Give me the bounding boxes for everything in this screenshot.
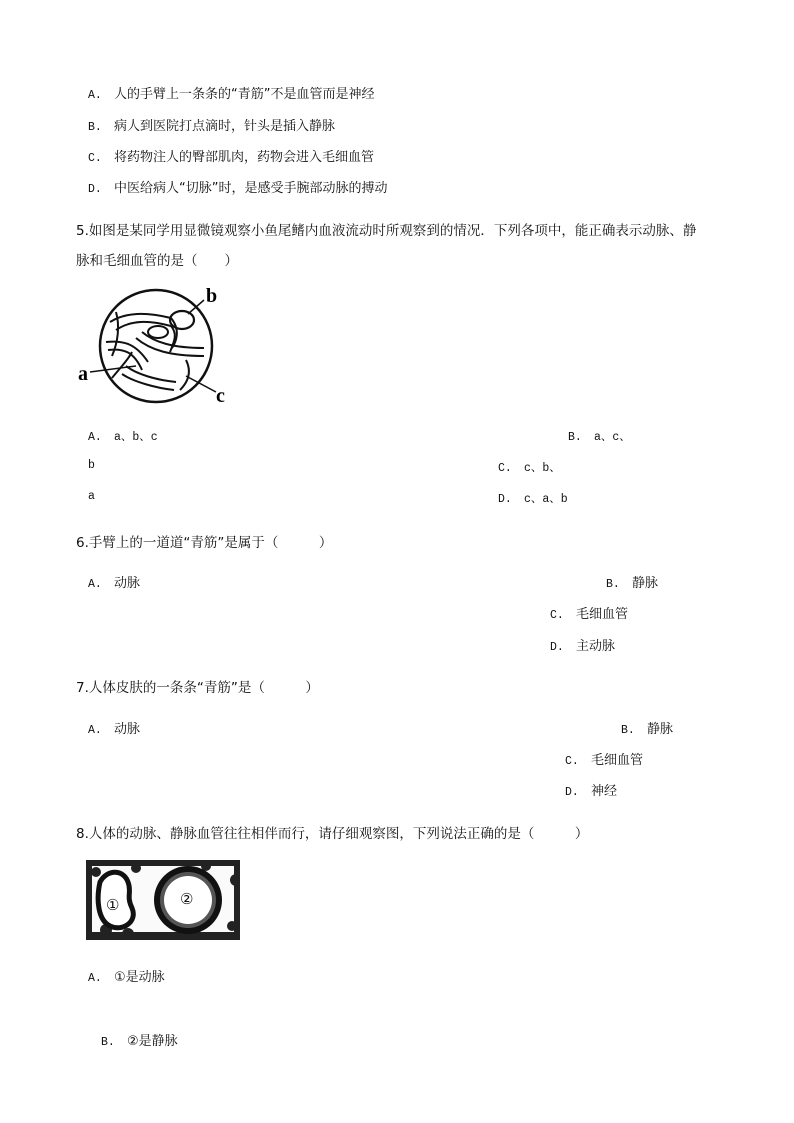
option-text: 毛细血管: [591, 753, 644, 768]
option-letter: A.: [88, 578, 102, 591]
q8-option-b: [101, 1030, 178, 1049]
option-text: 静脉: [632, 576, 659, 591]
option-letter: D.: [88, 183, 102, 196]
q5-figure: [76, 282, 236, 416]
q5-stem-line1: 5.如图是某同学用显微镜观察小鱼尾鳍内血液流动时所观察到的情况．下列各项中，能正确表示动脉、静: [76, 223, 697, 239]
vessel-cross-section-photo: [86, 860, 240, 940]
option-letter: D.: [498, 493, 512, 506]
fish-tail-capillary-diagram: [76, 282, 236, 412]
option-letter: B.: [101, 1036, 115, 1049]
q7-option-d: [565, 780, 617, 799]
option-letter: A.: [88, 724, 102, 737]
q4-option-d: [88, 177, 387, 196]
q6-option-d: [550, 635, 615, 654]
q5-option-c-continued: a: [88, 490, 95, 503]
option-text: 主动脉: [576, 639, 616, 654]
q7-option-b: [621, 718, 673, 737]
option-letter: C.: [498, 462, 512, 475]
option-letter: A.: [88, 972, 102, 985]
option-text: a、b、c: [114, 431, 158, 444]
option-text: 毛细血管: [576, 607, 629, 622]
option-letter: A.: [88, 89, 102, 102]
q7-option-c: [565, 749, 643, 768]
q8-option-a: [88, 966, 165, 985]
option-text: 中医给病人“切脉”时，是感受手腕部动脉的搏动: [114, 181, 388, 196]
option-text: 动脉: [114, 576, 141, 591]
q4-option-a: [88, 83, 374, 102]
q5-option-d: [498, 490, 568, 506]
option-text: 神经: [591, 784, 618, 799]
option-text: 静脉: [647, 722, 674, 737]
q7-option-a: [88, 718, 140, 737]
q6-option-c: [550, 603, 628, 622]
option-letter: C.: [550, 609, 564, 622]
option-letter: C.: [88, 152, 102, 165]
option-letter: B.: [88, 121, 102, 134]
q7-stem: 7.人体皮肤的一条条“青筋”是（ ）: [76, 680, 319, 696]
q6-stem: 6.手臂上的一道道“青筋”是属于（ ）: [76, 535, 333, 551]
q8-figure: [86, 860, 240, 944]
figure-label-c: c: [216, 385, 225, 407]
option-text: c、b、: [524, 462, 561, 475]
option-letter: B.: [568, 431, 582, 444]
figure-label-one: ①: [106, 898, 120, 914]
q5-stem-line2: 脉和毛细血管的是（ ）: [76, 253, 238, 269]
q6-option-a: [88, 572, 140, 591]
q5-option-a: [88, 428, 158, 444]
option-letter: D.: [565, 786, 579, 799]
option-letter: A.: [88, 431, 102, 444]
option-letter: B.: [621, 724, 635, 737]
option-text: ②是静脉: [127, 1034, 178, 1049]
option-text: 动脉: [114, 722, 141, 737]
option-letter: D.: [550, 641, 564, 654]
figure-label-two: ②: [180, 892, 194, 908]
q4-option-b: [88, 115, 335, 134]
q4-option-c: [88, 146, 374, 165]
option-text: 病人到医院打点滴时，针头是插入静脉: [114, 119, 336, 134]
option-text: c、a、b: [524, 493, 568, 506]
q5-option-b: [568, 428, 631, 444]
option-text: 将药物注人的臀部肌肉，药物会进入毛细血管: [114, 150, 375, 165]
option-text: a、c、: [594, 431, 631, 444]
q8-stem: 8.人体的动脉、静脉血管往往相伴而行，请仔细观察图，下列说法正确的是（ ）: [76, 826, 589, 842]
option-letter: B.: [606, 578, 620, 591]
q5-option-b-continued: b: [88, 459, 95, 472]
option-text: ①是动脉: [114, 970, 165, 985]
q6-option-b: [606, 572, 658, 591]
option-letter: C.: [565, 755, 579, 768]
figure-label-b: b: [206, 285, 218, 307]
q5-option-c: [498, 459, 561, 475]
option-text: 人的手臂上一条条的“青筋”不是血管而是神经: [114, 87, 375, 102]
figure-label-a: a: [78, 363, 88, 385]
